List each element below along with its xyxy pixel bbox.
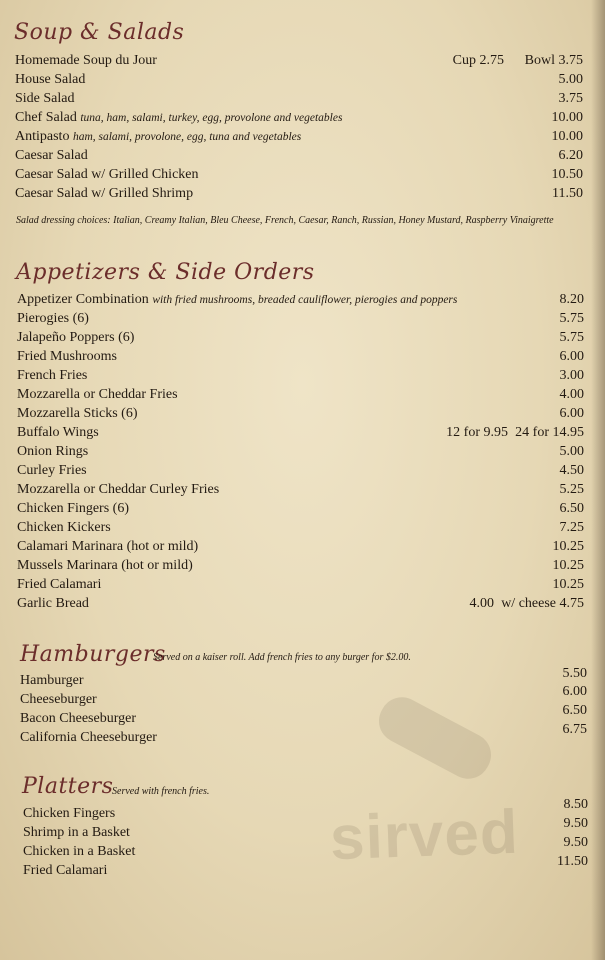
item-name: Jalapeño Poppers (6) bbox=[17, 330, 135, 345]
watermark-logo-icon bbox=[371, 690, 499, 787]
item-name: Fried Calamari bbox=[17, 577, 102, 592]
item-name: Antipasto ham, salami, provolone, egg, tuna and vegetables bbox=[15, 129, 302, 144]
appetizers-heading: Appetizers & Side Orders bbox=[16, 260, 315, 285]
item-price-cup: Cup 2.75 bbox=[452, 53, 504, 68]
item-price: 8.50 bbox=[563, 797, 588, 812]
item-name: Calamari Marinara (hot or mild) bbox=[17, 539, 199, 554]
item-name: Fried Calamari bbox=[23, 863, 108, 878]
hamburgers-heading: Hamburgers bbox=[20, 642, 166, 667]
item-price-bowl: Bowl 3.75 bbox=[524, 53, 583, 68]
item-name: Chicken Fingers (6) bbox=[17, 501, 129, 516]
item-name: Mozzarella or Cheddar Curley Fries bbox=[17, 482, 220, 497]
item-name: Fried Mushrooms bbox=[17, 349, 117, 364]
item-price: 5.75 bbox=[559, 330, 584, 345]
item-name: Shrimp in a Basket bbox=[23, 825, 130, 840]
platters-note: Served with french fries. bbox=[112, 786, 210, 797]
item-name: Chicken Fingers bbox=[23, 806, 116, 821]
item-price: 11.50 bbox=[557, 854, 588, 869]
watermark-text: sirved bbox=[328, 797, 520, 874]
item-name: Cheeseburger bbox=[20, 692, 97, 707]
item-price: 5.00 bbox=[559, 444, 584, 459]
item-price-12: 12 for 9.95 bbox=[446, 425, 508, 440]
item-price: 5.00 bbox=[558, 72, 583, 87]
item-name: Caesar Salad w/ Grilled Shrimp bbox=[15, 186, 194, 201]
item-name: California Cheeseburger bbox=[20, 730, 157, 745]
item-price: 6.50 bbox=[559, 501, 584, 516]
item-name: Mussels Marinara (hot or mild) bbox=[17, 558, 193, 573]
item-price-cheese: w/ cheese 4.75 bbox=[501, 596, 584, 611]
item-name: Buffalo Wings bbox=[17, 425, 99, 440]
hamburgers-note: Served on a kaiser roll. Add french fries to any burger for $2.00. bbox=[153, 652, 411, 663]
item-name: Appetizer Combination with fried mushrooms, breaded cauliflower, pierogies and poppers bbox=[17, 292, 458, 307]
item-price: 5.75 bbox=[559, 311, 584, 326]
item-name: Homemade Soup du Jour bbox=[15, 53, 157, 68]
item-price: 8.20 bbox=[559, 292, 584, 307]
item-price: 3.75 bbox=[558, 91, 583, 106]
item-price: 9.50 bbox=[563, 835, 588, 850]
item-name: Chef Salad tuna, ham, salami, turkey, egg, provolone and vegetables bbox=[15, 110, 343, 125]
item-price: 6.20 bbox=[558, 148, 583, 163]
item-price: 4.00 bbox=[559, 387, 584, 402]
item-price: 6.00 bbox=[559, 349, 584, 364]
item-price: 11.50 bbox=[552, 186, 583, 201]
item-name: Pierogies (6) bbox=[17, 311, 89, 326]
item-price: 10.25 bbox=[552, 558, 584, 573]
item-name: House Salad bbox=[15, 72, 86, 87]
item-description: tuna, ham, salami, turkey, egg, provolone and vegetables bbox=[80, 112, 343, 124]
item-price: 7.25 bbox=[559, 520, 584, 535]
item-price: 6.50 bbox=[562, 703, 587, 718]
item-price: 6.75 bbox=[562, 722, 587, 737]
soup-salads-heading: Soup & Salads bbox=[14, 20, 185, 45]
dressing-note: Salad dressing choices: Italian, Creamy Italian, Bleu Cheese, French, Caesar, Ranch, Russian, Honey Mustard, Raspberry Vinaigrette bbox=[16, 215, 554, 226]
item-price: 10.25 bbox=[552, 577, 584, 592]
item-price: 10.50 bbox=[551, 167, 583, 182]
item-price-24: 24 for 14.95 bbox=[515, 425, 584, 440]
item-price: 10.00 bbox=[551, 129, 583, 144]
item-description: with fried mushrooms, breaded cauliflower, pierogies and poppers bbox=[152, 294, 458, 306]
item-name: Curley Fries bbox=[17, 463, 87, 478]
item-name: Caesar Salad bbox=[15, 148, 88, 163]
item-name: Garlic Bread bbox=[17, 596, 89, 611]
item-name: Bacon Cheeseburger bbox=[20, 711, 136, 726]
item-name: French Fries bbox=[17, 368, 88, 383]
item-price-plain: 4.00 bbox=[469, 596, 494, 611]
item-name: Side Salad bbox=[15, 91, 75, 106]
item-price: 3.00 bbox=[559, 368, 584, 383]
item-name: Chicken Kickers bbox=[17, 520, 111, 535]
item-description: ham, salami, provolone, egg, tuna and vegetables bbox=[72, 131, 302, 143]
item-name: Chicken in a Basket bbox=[23, 844, 136, 859]
item-name: Mozzarella or Cheddar Fries bbox=[17, 387, 178, 402]
item-price: 10.00 bbox=[551, 110, 583, 125]
item-name: Caesar Salad w/ Grilled Chicken bbox=[15, 167, 199, 182]
item-price: 5.50 bbox=[562, 666, 587, 681]
item-price: 4.50 bbox=[559, 463, 584, 478]
item-price: 6.00 bbox=[562, 684, 587, 699]
item-price: 5.25 bbox=[559, 482, 584, 497]
item-name: Onion Rings bbox=[17, 444, 89, 459]
page-edge-shadow bbox=[591, 0, 605, 960]
item-name: Hamburger bbox=[20, 673, 84, 688]
item-price: 6.00 bbox=[559, 406, 584, 421]
item-price: 10.25 bbox=[552, 539, 584, 554]
platters-heading: Platters bbox=[22, 774, 114, 799]
item-price: 9.50 bbox=[563, 816, 588, 831]
item-name: Mozzarella Sticks (6) bbox=[17, 406, 138, 421]
